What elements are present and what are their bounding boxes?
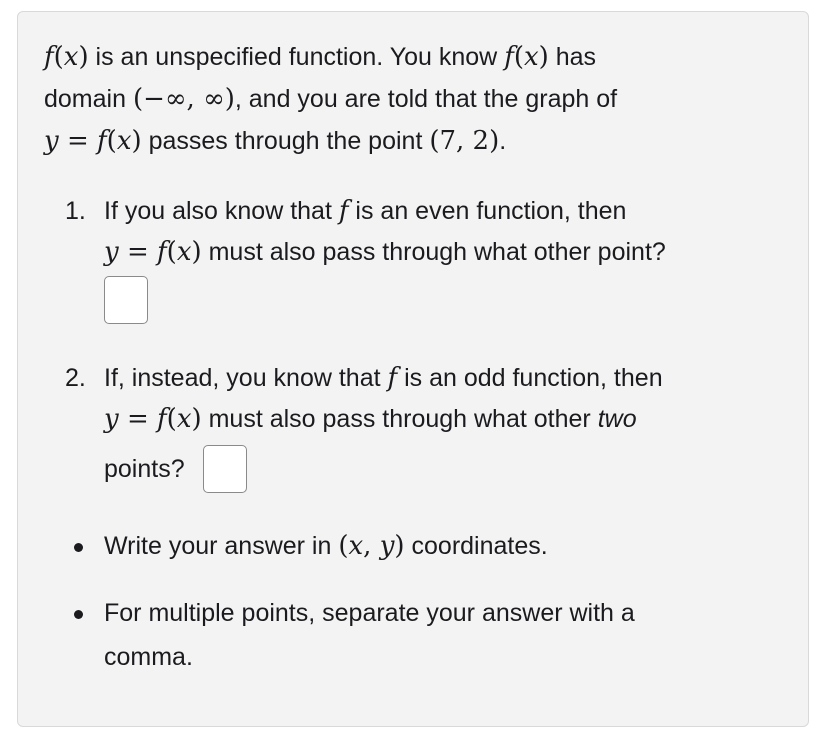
question-text: must also pass through what other point?	[201, 238, 666, 266]
math-f: f	[44, 42, 54, 72]
question-2-number: 2.	[65, 364, 86, 392]
math-comma: ,	[363, 531, 380, 561]
math-f: f	[97, 126, 107, 156]
math-equals: =	[118, 237, 158, 267]
question-text: If you also know that	[104, 197, 339, 225]
math-domain: (−∞, ∞)	[132, 84, 235, 114]
question-card	[17, 11, 809, 727]
math-y: y	[104, 237, 119, 267]
math-equals: =	[118, 404, 158, 434]
question-2-line-3	[104, 454, 185, 484]
math-paren: )	[394, 531, 405, 561]
math-f: f	[504, 42, 514, 72]
question-1-answer-input[interactable]	[104, 276, 148, 324]
question-emphasis: two	[597, 405, 637, 433]
intro-text: has	[548, 43, 597, 71]
math-f: f	[157, 237, 167, 267]
math-f: f	[338, 196, 349, 226]
note-text: Write your answer in	[104, 532, 339, 560]
note-text: For multiple points, separate your answer with a	[104, 599, 635, 627]
question-2-line-1	[104, 363, 663, 393]
intro-line-1	[44, 42, 596, 72]
note-1	[104, 531, 548, 561]
note-text: comma.	[104, 643, 193, 671]
math-x: x	[523, 42, 539, 72]
math-point: (7, 2)	[429, 126, 500, 156]
math-y: y	[104, 404, 119, 434]
math-paren: (	[338, 531, 349, 561]
math-x: x	[348, 531, 364, 561]
math-paren: )	[538, 42, 549, 72]
intro-text: passes through the point	[141, 127, 430, 155]
math-f: f	[387, 363, 398, 393]
bullet-icon	[74, 610, 83, 619]
question-1-line-1	[104, 196, 626, 226]
math-paren: )	[131, 126, 142, 156]
math-paren: (	[106, 126, 117, 156]
math-paren: )	[191, 404, 202, 434]
math-paren: (	[166, 237, 177, 267]
intro-text: is an unspecified function. You know	[88, 43, 505, 71]
question-text: If, instead, you know that	[104, 364, 388, 392]
math-x: x	[176, 237, 192, 267]
note-text: coordinates.	[404, 532, 548, 560]
math-f: f	[157, 404, 167, 434]
math-paren: )	[191, 237, 202, 267]
math-x: x	[116, 126, 132, 156]
question-text: points?	[104, 455, 185, 483]
math-x: x	[63, 42, 79, 72]
question-1-line-2	[104, 237, 666, 267]
question-2-answer-input[interactable]	[203, 445, 247, 493]
bullet-icon	[74, 543, 83, 552]
intro-text: .	[499, 127, 507, 155]
intro-text: domain	[44, 85, 133, 113]
math-y: y	[379, 531, 395, 561]
math-paren: )	[78, 42, 89, 72]
math-x: x	[176, 404, 192, 434]
intro-line-2	[44, 84, 617, 114]
math-paren: (	[166, 404, 177, 434]
math-paren: (	[513, 42, 524, 72]
math-paren: (	[53, 42, 64, 72]
note-2-line-1	[104, 598, 635, 628]
question-text: is an even function, then	[348, 197, 627, 225]
question-text: is an odd function, then	[397, 364, 663, 392]
intro-line-3	[44, 126, 506, 156]
question-1-number: 1.	[65, 197, 86, 225]
intro-text: , and you are told that the graph of	[234, 85, 618, 113]
question-2-line-2	[104, 404, 637, 434]
math-y: y	[44, 126, 59, 156]
question-text: must also pass through what other	[201, 405, 598, 433]
math-equals: =	[58, 126, 98, 156]
note-2-line-2	[104, 642, 193, 672]
